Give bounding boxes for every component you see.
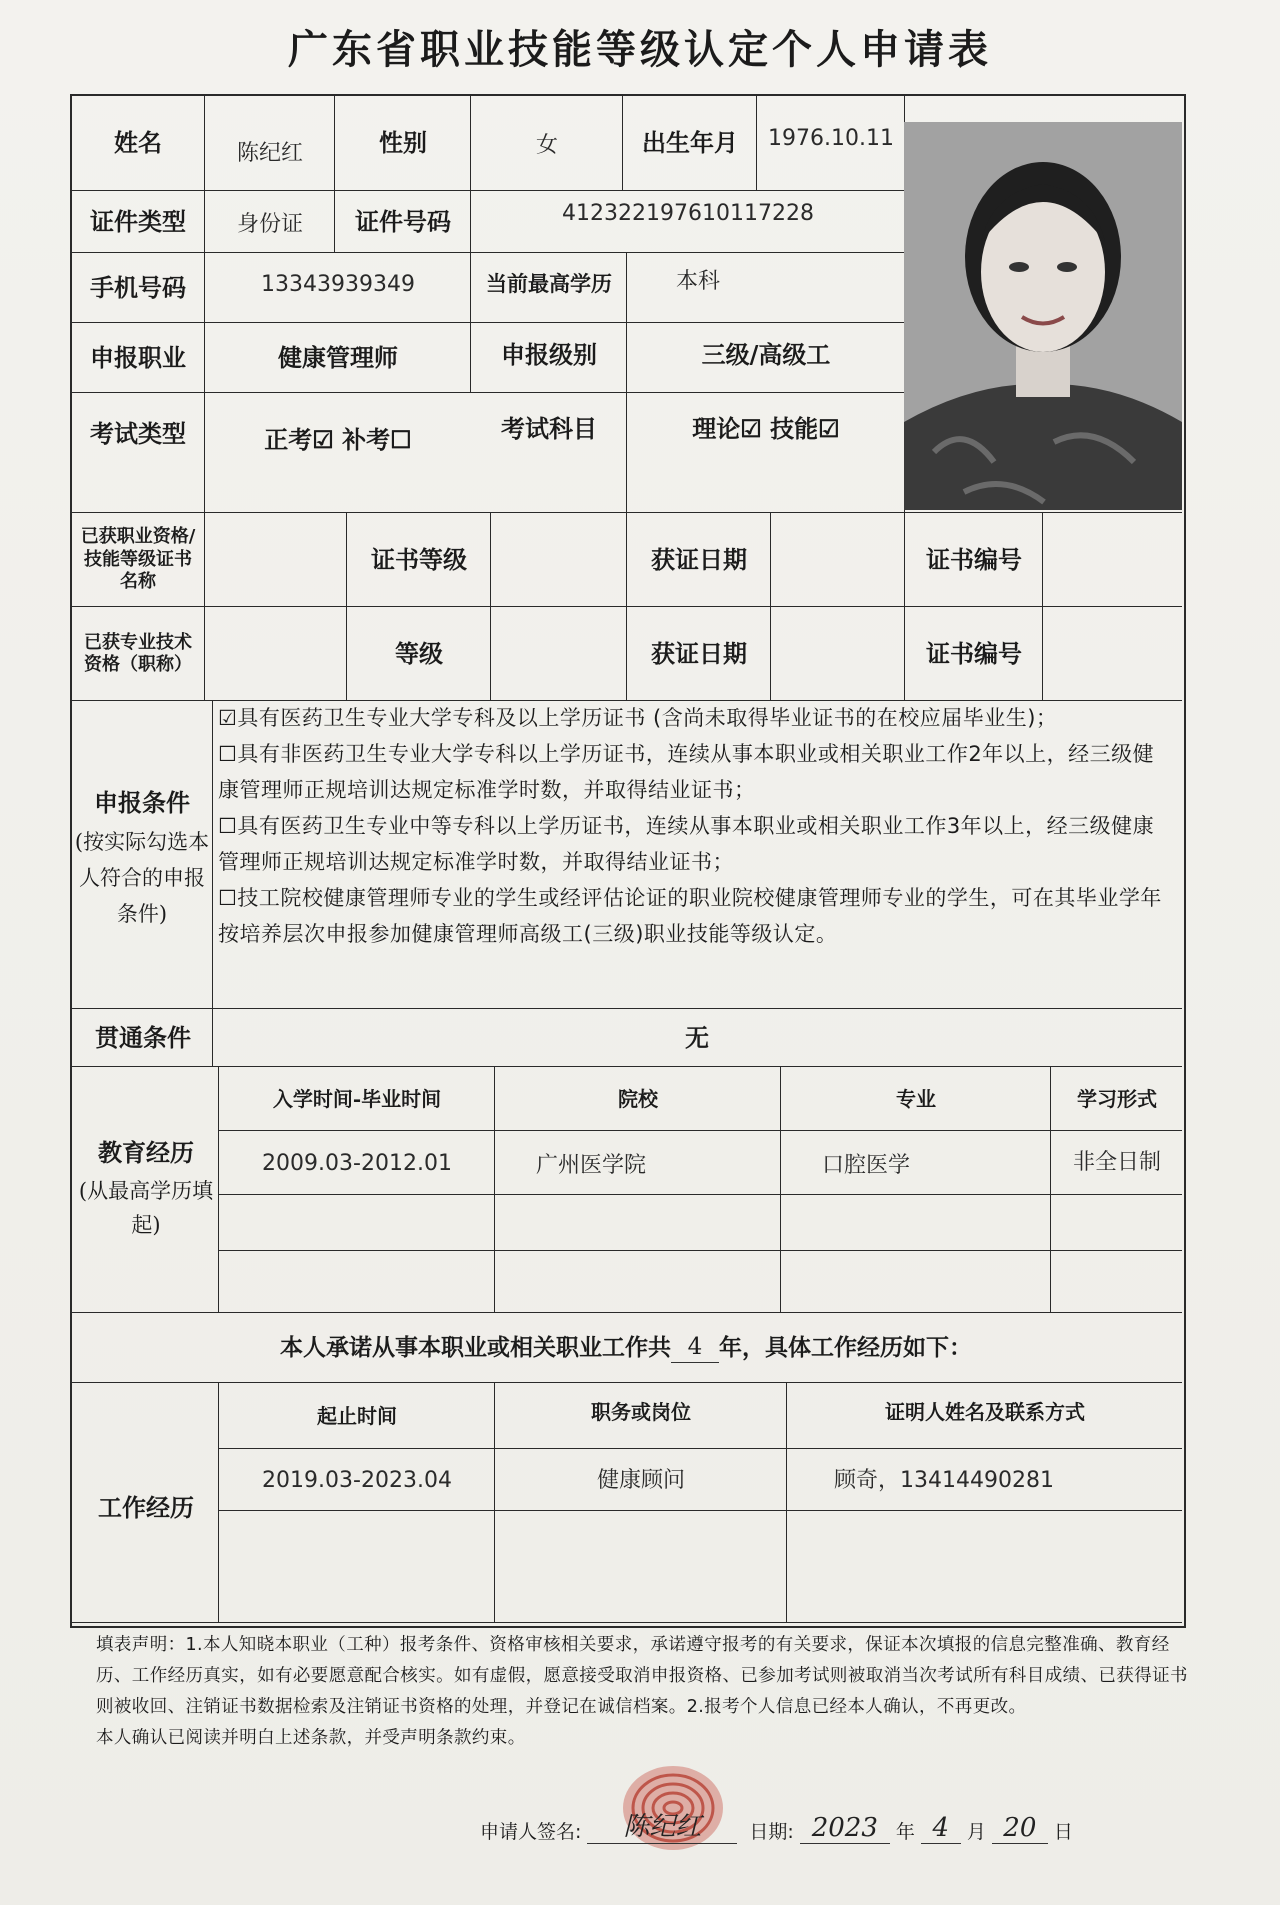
edu-row-major: 口腔医学 <box>822 1152 911 1178</box>
edu-row-mode: 非全日制 <box>1072 1149 1161 1175</box>
edu-header-school: 院校 <box>618 1086 658 1111</box>
condition-item[interactable]: ☐具有非医药卫生专业大学专科以上学历证书，连续从事本职业或相关职业工作2年以上，经三级健康管理师正规培训达规定标准学时数，并取得结业证书； <box>218 742 1155 802</box>
label-id-type: 证件类型 <box>90 207 186 236</box>
date-year[interactable]: 2023 <box>800 1813 890 1844</box>
condition-item[interactable]: ☐具有医药卫生专业中等专科以上学历证书，连续从事本职业或相关职业工作3年以上，经三级健康管理师正规培训达规定标准学时数，并取得结业证书； <box>218 814 1155 874</box>
rule <box>626 512 627 700</box>
edu-row-period: 2009.03-2012.01 <box>262 1150 452 1176</box>
rule <box>494 1382 495 1622</box>
conditions-list <box>218 700 1175 952</box>
date-day[interactable]: 20 <box>992 1813 1048 1844</box>
work-row-position: 健康顾问 <box>596 1467 685 1493</box>
value-id-number: 412322197610117228 <box>562 200 814 226</box>
label-occupation: 申报职业 <box>90 343 186 372</box>
rule <box>70 1622 1182 1623</box>
rule <box>218 1250 1182 1251</box>
label-edu-main: 教育经历 <box>98 1138 194 1167</box>
rule <box>218 1510 1182 1511</box>
commitment-prefix: 本人承诺从事本职业或相关职业工作共 <box>280 1333 671 1361</box>
rule <box>346 512 347 700</box>
rule <box>218 1382 219 1622</box>
form-title: 广东省职业技能等级认定个人申请表 <box>288 26 992 73</box>
label-cert-level: 证书等级 <box>371 545 467 574</box>
rule <box>786 1382 787 1622</box>
signature-row <box>480 1806 1073 1844</box>
rule <box>204 94 205 512</box>
edu-header-major: 专业 <box>896 1086 936 1111</box>
rule <box>470 94 471 252</box>
day-unit: 日 <box>1053 1821 1073 1843</box>
rule <box>490 512 491 700</box>
value-through: 无 <box>685 1023 709 1052</box>
rule <box>204 512 205 700</box>
declaration-confirm: 本人确认已阅读并明白上述条款，并受声明条款约束。 <box>96 1728 526 1748</box>
label-through: 贯通条件 <box>95 1023 191 1052</box>
value-level: 三级/高级工 <box>701 340 831 369</box>
label-prof-title: 已获专业技术资格（职称） <box>84 631 192 675</box>
value-occupation: 健康管理师 <box>278 343 398 372</box>
rule <box>1042 512 1043 700</box>
declaration <box>96 1630 1194 1754</box>
condition-item[interactable]: ☑具有医药卫生专业大学专科及以上学历证书 (含尚未取得毕业证书的在校应届毕业生)； <box>218 706 1058 730</box>
label-issue-date: 获证日期 <box>651 545 747 574</box>
value-exam-subject: 理论☑ 技能☑ <box>692 414 840 443</box>
rule <box>626 252 627 392</box>
rule <box>70 252 904 253</box>
portrait-photo-icon <box>904 122 1182 510</box>
rule <box>218 1448 1182 1449</box>
label-grade: 等级 <box>395 639 443 668</box>
rule <box>470 252 471 392</box>
signature-handwritten[interactable]: 陈纪红 <box>587 1806 737 1844</box>
work-header-reference: 证明人姓名及联系方式 <box>885 1399 1085 1424</box>
label-exam-subject: 考试科目 <box>501 414 597 443</box>
rule <box>212 700 213 1066</box>
date-month[interactable]: 4 <box>921 1813 961 1844</box>
label-prior-cert: 已获职业资格/技能等级证书名称 <box>80 526 196 593</box>
label-conditions-sub: (按实际勾选本人符合的申报条件) <box>74 830 210 926</box>
label-exam-type: 考试类型 <box>90 419 186 448</box>
value-gender: 女 <box>535 133 558 158</box>
rule <box>70 190 904 191</box>
work-row-period: 2019.03-2023.04 <box>262 1467 452 1493</box>
rule <box>756 94 757 190</box>
declaration-text: 填表声明：1.本人知晓本职业（工种）报考条件、资格审核相关要求，承诺遵守报考的有关要求，保证本次填报的信息完整准确、教育经历、工作经历真实，如有必要愿意配合核实。如有虚假，愿意接受取消申报资格、已参加考试则被取消当次考试所有科目成绩、已获得证书则被收回、注销证书数据检索及注销证书资格的处理，并登记在诚信档案。2.报考个人信息已经本人确认，不再更改。 <box>96 1635 1188 1717</box>
label-cert-no-2: 证书编号 <box>926 639 1022 668</box>
label-conditions-main: 申报条件 <box>94 788 190 817</box>
rule <box>70 1066 1182 1067</box>
rule <box>1050 1066 1051 1312</box>
rule <box>770 512 771 700</box>
portrait-photo <box>904 122 1182 510</box>
label-phone: 手机号码 <box>90 273 186 302</box>
work-header-position: 职务或岗位 <box>591 1399 691 1424</box>
value-phone: 13343939349 <box>261 271 415 297</box>
rule <box>218 1130 1182 1131</box>
rule <box>626 392 627 512</box>
value-id-type: 身份证 <box>236 211 303 237</box>
label-work: 工作经历 <box>98 1493 194 1522</box>
rule <box>70 392 904 393</box>
work-row-reference: 顾奇，13414490281 <box>834 1467 1054 1493</box>
rule <box>218 1066 219 1312</box>
label-conditions <box>74 760 210 960</box>
label-edu-sub: (从最高学历填起) <box>78 1179 214 1237</box>
rule <box>494 1066 495 1312</box>
rule <box>70 1312 1182 1313</box>
edu-header-mode: 学习形式 <box>1077 1086 1157 1111</box>
rule <box>70 1382 1182 1383</box>
rule <box>334 94 335 252</box>
label-gender: 性别 <box>379 128 427 157</box>
signature-label: 申请人签名: <box>480 1821 582 1843</box>
label-level: 申报级别 <box>501 340 597 369</box>
commitment-years: 4 <box>671 1333 719 1363</box>
label-cert-no: 证书编号 <box>926 545 1022 574</box>
month-unit: 月 <box>966 1821 986 1843</box>
condition-item[interactable]: ☐技工院校健康管理师专业的学生或经评估论证的职业院校健康管理师专业的学生，可在其毕业学年按培养层次申报参加健康管理师高级工(三级)职业技能等级认定。 <box>218 886 1162 946</box>
work-commitment <box>72 1314 1180 1382</box>
date-label: 日期: <box>749 1821 794 1843</box>
rule <box>780 1066 781 1312</box>
rule <box>904 512 905 700</box>
rule <box>218 1194 1182 1195</box>
rule <box>70 322 904 323</box>
label-education: 当前最高学历 <box>486 270 612 296</box>
year-unit: 年 <box>895 1821 915 1843</box>
edu-row-school: 广州医学院 <box>536 1152 647 1178</box>
label-education-history <box>74 1130 218 1250</box>
value-education: 本科 <box>675 268 720 294</box>
value-name: 陈纪红 <box>236 141 303 166</box>
label-issue-date-2: 获证日期 <box>651 639 747 668</box>
label-birth: 出生年月 <box>642 128 738 157</box>
work-header-period: 起止时间 <box>317 1403 397 1428</box>
commitment-suffix: 年，具体工作经历如下： <box>719 1333 972 1361</box>
edu-header-period: 入学时间-毕业时间 <box>272 1086 442 1111</box>
rule <box>70 1008 1182 1009</box>
rule <box>622 94 623 190</box>
value-exam-type: 正考☑ 补考☐ <box>264 425 412 454</box>
label-name: 姓名 <box>114 128 162 157</box>
value-birth: 1976.10.11 <box>768 126 894 151</box>
label-id-number: 证件号码 <box>355 207 451 236</box>
